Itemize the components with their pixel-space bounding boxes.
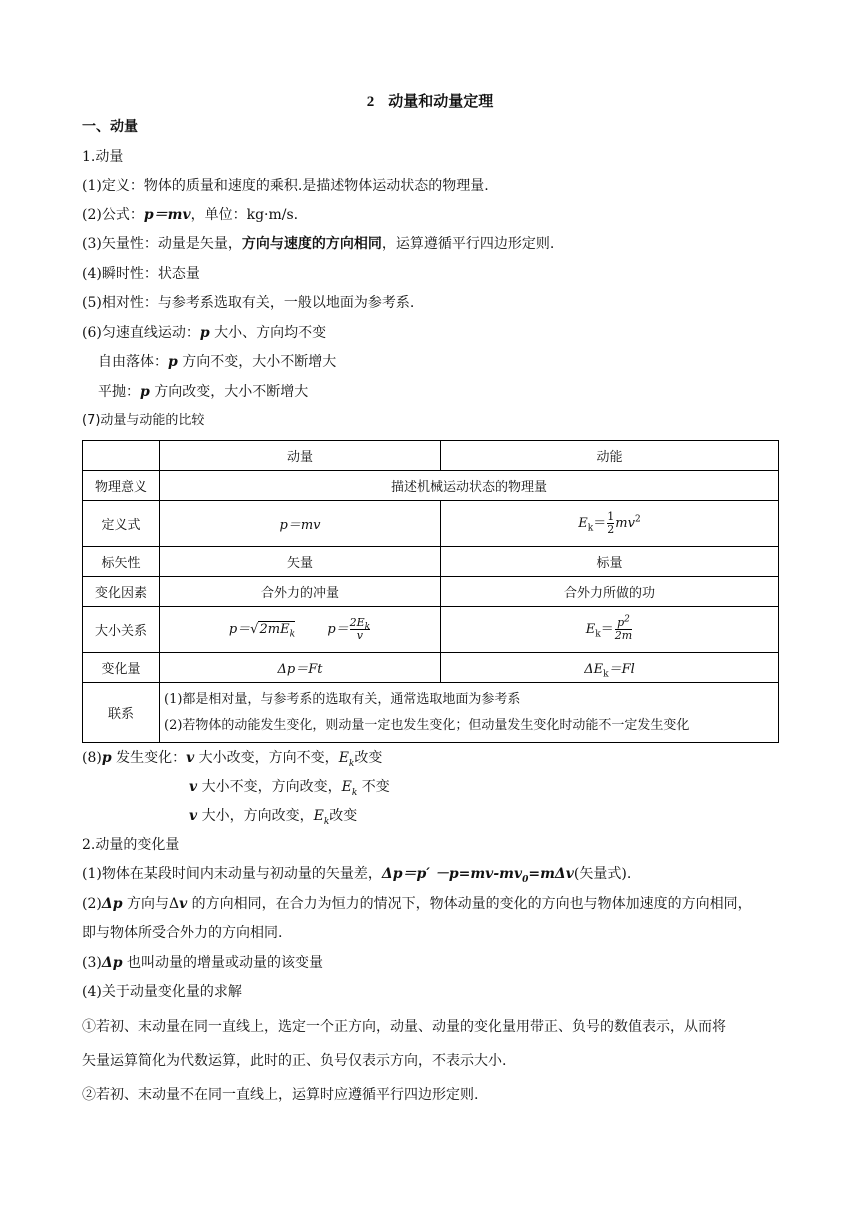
text-span: 自由落体： (98, 354, 168, 370)
table-cell (83, 441, 160, 471)
numerator-text: 2E (349, 616, 365, 629)
title-text: 动量和动量定理 (388, 92, 494, 110)
paragraph-line: (5)相对性：与参考系选取有关，一般以地面为参考系. (82, 295, 415, 311)
paragraph-line (82, 323, 326, 343)
formula: p＝mv (143, 207, 191, 223)
text-span: (6)匀速直线运动： (82, 325, 200, 341)
symbol: p (168, 354, 178, 370)
text-span: (8) (82, 750, 102, 766)
text-span: (2)公式： (82, 207, 144, 223)
subscript: k (587, 523, 594, 534)
text-span: 方向改变，大小不断增大 (149, 384, 309, 400)
table-row (83, 607, 779, 653)
paragraph-line (82, 234, 554, 254)
table-cell: $p=√2mE_k$ p＝ $\frac{2E_k}{v}$ (160, 607, 441, 653)
paragraph-line: (1)定义：物体的质量和速度的乘积.是描述物体运动状态的物理量. (82, 178, 489, 194)
symbol: p＝ (228, 622, 251, 637)
symbol: E (341, 779, 352, 795)
row-label: 变化量 (83, 653, 160, 683)
text-span: (3) (82, 955, 102, 971)
paragraph-line: ①若初、末动量在同一直线上，选定一个正方向，动量、动量的变化量用带正、负号的数值表示，从而将 (82, 1019, 726, 1035)
paragraph-line (82, 894, 752, 914)
row-label: 变化因素 (83, 577, 160, 607)
symbol: v (189, 779, 198, 795)
paragraph-line (189, 806, 357, 826)
symbol: E (578, 516, 588, 531)
table-cell: 矢量 (160, 547, 441, 577)
paragraph-line (98, 352, 336, 372)
subsection-heading: 2.动量的变化量 (82, 837, 180, 853)
symbol: p (101, 750, 112, 766)
text-span: 大小、方向均不变 (209, 325, 327, 341)
table-header: 动能 (441, 441, 779, 471)
subscript: 0 (522, 874, 529, 885)
subscript: k (323, 816, 330, 827)
symbol: E (585, 622, 596, 637)
page-title (0, 90, 860, 111)
fraction (350, 617, 371, 642)
symbol: ＝Fl (608, 662, 635, 677)
subscript: k (603, 669, 609, 680)
text-span: (1)物体在某段时间内末动量与初动量的矢量差， (82, 866, 382, 882)
text-span: 平抛： (98, 384, 140, 400)
text-span: 大小不变，方向改变， (197, 779, 342, 795)
table-cell: Δp＝Ft (160, 653, 441, 683)
paragraph-line: (4)关于动量变化量的求解 (82, 984, 242, 1000)
superscript: 2 (634, 514, 641, 525)
symbol: E (313, 808, 324, 824)
symbol: p＝ (327, 622, 349, 637)
numerator (617, 614, 630, 629)
symbol: mv (615, 516, 635, 531)
symbol: v (179, 896, 188, 912)
table-cell: p＝mv (160, 501, 441, 547)
paragraph-line (189, 777, 390, 797)
relation-line: (1)都是相对量，与参考系的选取有关，通常选取地面为参考系 (164, 691, 521, 707)
text-span: 大小改变，方向不变， (194, 750, 339, 766)
table-row (83, 441, 779, 471)
subscript: k (289, 629, 296, 640)
numerator: 1 (607, 510, 615, 523)
table-cell: 标量 (441, 547, 779, 577)
text-span: 改变 (354, 750, 383, 766)
text-span: 改变 (329, 808, 358, 824)
numerator (349, 616, 371, 633)
table-row (83, 683, 779, 743)
text-span: (2) (82, 896, 102, 912)
text-span: 方向与Δ (122, 896, 180, 912)
section-heading: 一、动量 (82, 119, 138, 135)
row-label: 物理意义 (83, 471, 160, 501)
symbol: p (199, 325, 210, 341)
text-span: 也叫动量的增量或动量的该变量 (122, 955, 323, 971)
radicand (258, 621, 296, 640)
denominator: 2m (614, 629, 633, 642)
row-label: 大小关系 (83, 607, 160, 653)
table-cell: 描述机械运动状态的物理量 (160, 471, 779, 501)
text-span: 的方向相同，在合力为恒力的情况下，物体动量的变化的方向也与物体加速度的方向相同， (187, 896, 752, 912)
denominator: 2 (607, 523, 615, 536)
table-cell (441, 607, 779, 653)
text-span: (3)矢量性：动量是矢量， (82, 236, 242, 252)
fraction (614, 614, 633, 642)
subscript: k (348, 758, 355, 769)
subscript: k (364, 622, 371, 633)
table-cell (160, 683, 779, 743)
table-caption: (7)动量与动能的比较 (82, 413, 205, 428)
subscript: k (595, 629, 601, 640)
table-row (83, 471, 779, 501)
row-label: 联系 (83, 683, 160, 743)
relation-line: (2)若物体的动能发生变化，则动量一定也发生变化；但动量发生变化时动能不一定发生变化 (164, 717, 690, 733)
subscript: k (351, 787, 358, 798)
table-cell: 合外力的冲量 (160, 577, 441, 607)
paragraph-line (82, 205, 298, 225)
text-span: 方向不变，大小不断增大 (177, 354, 337, 370)
row-label: 标矢性 (83, 547, 160, 577)
table-header: 动量 (160, 441, 441, 471)
operator: ＝ (593, 516, 607, 531)
paragraph-line (82, 953, 323, 973)
table-row (83, 547, 779, 577)
symbol: Δp (101, 896, 123, 912)
paragraph-line: 矢量运算简化为代数运算，此时的正、负号仅表示方向，不表示大小. (82, 1053, 507, 1069)
formula: Δp＝p′ －p=mv-mv (381, 866, 523, 882)
fraction (607, 511, 614, 536)
denominator: v (356, 629, 363, 642)
text-span: ，单位：kg·m/s. (190, 207, 299, 223)
symbol: v (189, 808, 198, 824)
symbol: E (338, 750, 349, 766)
radicand-text: 2mE (259, 622, 290, 637)
table-cell: 合外力所做的功 (441, 577, 779, 607)
paragraph-line: 即与物体所受合外力的方向相同. (82, 925, 283, 941)
operator: ＝ (600, 622, 614, 637)
text-span: 发生变化： (111, 750, 187, 766)
symbol: p (140, 384, 150, 400)
table-cell (441, 501, 779, 547)
numerator-text: p (617, 616, 625, 629)
symbol: Δp (101, 955, 123, 971)
paragraph-line (98, 382, 308, 402)
subsection-heading: 1.动量 (82, 149, 124, 165)
paragraph-line (82, 748, 382, 768)
table-row (83, 501, 779, 547)
superscript: 2 (624, 614, 630, 625)
text-span: 大小，方向改变， (197, 808, 314, 824)
table-row (83, 577, 779, 607)
title-number: 2 (366, 94, 375, 110)
text-span: 不变 (357, 779, 390, 795)
formula: =mΔv (528, 866, 574, 882)
text-span: (矢量式). (573, 866, 632, 882)
emphasis-text: 方向与速度的方向相同 (241, 236, 382, 252)
comparison-table (82, 440, 779, 743)
row-label: 定义式 (83, 501, 160, 547)
paragraph-line: (4)瞬时性：状态量 (82, 266, 200, 282)
paragraph-line (82, 864, 631, 884)
symbol: ΔE (584, 662, 604, 677)
paragraph-line: ②若初、末动量不在同一直线上，运算时应遵循平行四边形定则. (82, 1087, 479, 1103)
text-span: ，运算遵循平行四边形定则. (381, 236, 555, 252)
symbol: v (186, 750, 195, 766)
table-row (83, 653, 779, 683)
table-cell (441, 653, 779, 683)
